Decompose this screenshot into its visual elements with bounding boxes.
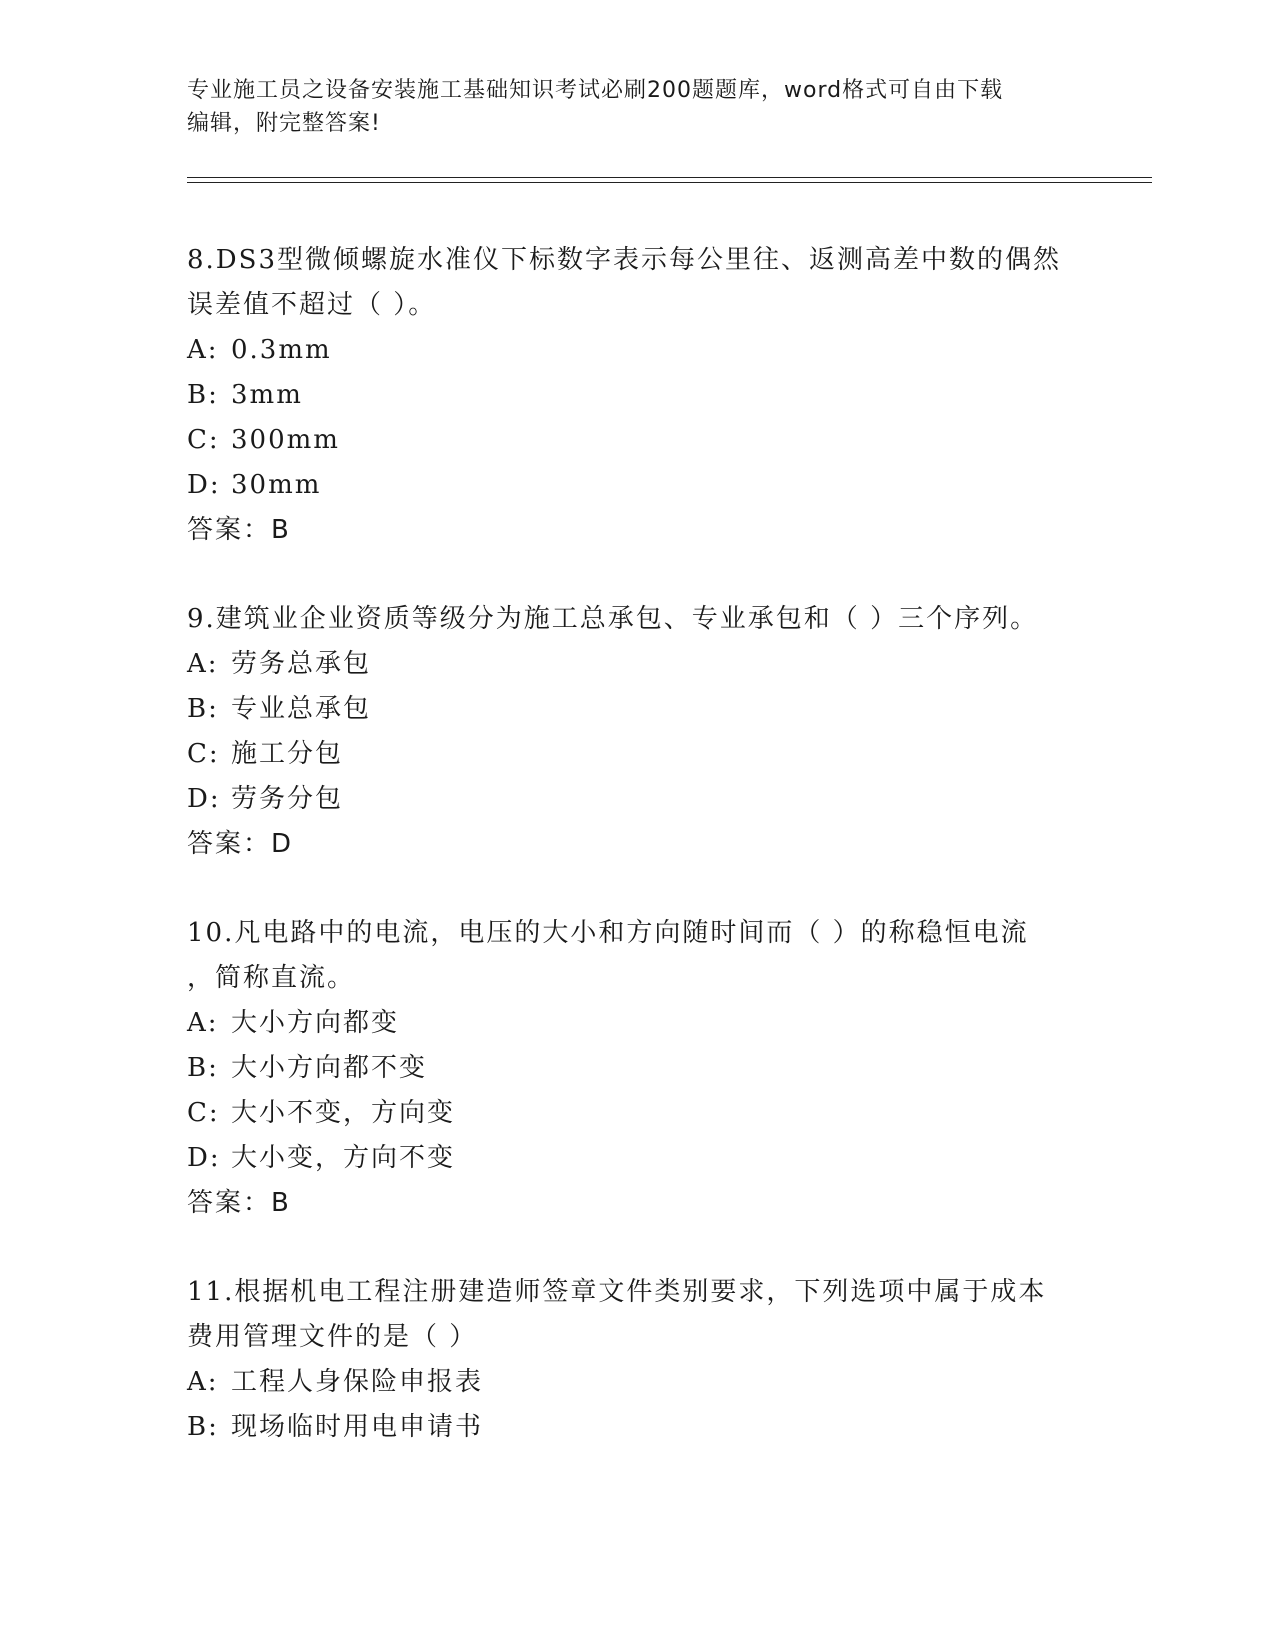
option-text: 0.3mm — [231, 335, 332, 365]
header-divider-top — [187, 177, 1152, 178]
question-item — [187, 597, 1107, 867]
option-label: B: — [187, 694, 219, 724]
option-label: A: — [187, 1008, 219, 1038]
answer-text: 答案：B — [187, 1188, 291, 1218]
option-b — [187, 1046, 1107, 1091]
question-item — [187, 238, 1107, 553]
option-label: D: — [187, 1143, 221, 1173]
answer-text: 答案：D — [187, 829, 294, 859]
option-text: 30mm — [231, 470, 322, 500]
option-label: D: — [187, 470, 221, 500]
option-text: 大小方向都变 — [231, 1008, 400, 1038]
option-a — [187, 1360, 1107, 1405]
option-label: D: — [187, 784, 221, 814]
option-label: C: — [187, 739, 220, 769]
option-label: B: — [187, 1053, 219, 1083]
question-text-line-1: 8.DS3型微倾螺旋水准仪下标数字表示每公里往、返测高差中数的偶然 — [187, 245, 1062, 275]
option-text: 3mm — [231, 380, 303, 410]
option-text: 大小不变，方向变 — [231, 1098, 456, 1128]
option-text: 施工分包 — [231, 739, 344, 769]
question-text-line-1: 9.建筑业企业资质等级分为施工总承包、专业承包和（ ）三个序列。 — [187, 604, 1039, 634]
question-text-line-2: ，简称直流。 — [187, 963, 356, 993]
option-label: A: — [187, 1367, 219, 1397]
question-item — [187, 911, 1107, 1226]
option-label: B: — [187, 1412, 219, 1442]
option-d — [187, 1136, 1107, 1181]
question-item — [187, 1270, 1107, 1450]
option-c — [187, 418, 1107, 463]
question-text-line-2: 费用管理文件的是（ ） — [187, 1322, 478, 1352]
option-label: C: — [187, 425, 220, 455]
header-divider-bottom — [187, 182, 1152, 183]
option-text: 大小变，方向不变 — [231, 1143, 456, 1173]
option-text: 劳务分包 — [231, 784, 344, 814]
option-label: A: — [187, 335, 219, 365]
option-text: 工程人身保险申报表 — [231, 1367, 484, 1397]
option-d — [187, 777, 1107, 822]
option-label: C: — [187, 1098, 220, 1128]
option-a — [187, 642, 1107, 687]
option-d — [187, 463, 1107, 508]
question-list — [187, 238, 1107, 1494]
option-text: 劳务总承包 — [231, 649, 372, 679]
option-text: 专业总承包 — [231, 694, 372, 724]
option-label: A: — [187, 649, 219, 679]
header-title-line-1: 专业施工员之设备安装施工基础知识考试必刷200题题库，word格式可自由下载 — [187, 78, 1004, 103]
option-text: 现场临时用电申请书 — [231, 1412, 484, 1442]
option-label: B: — [187, 380, 219, 410]
question-text-line-1: 11.根据机电工程注册建造师签章文件类别要求，下列选项中属于成本 — [187, 1277, 1047, 1307]
option-c — [187, 732, 1107, 777]
option-a — [187, 1001, 1107, 1046]
option-b — [187, 1405, 1107, 1450]
header-title-line-2: 编辑，附完整答案! — [187, 111, 381, 136]
option-b — [187, 373, 1107, 418]
document-header — [187, 74, 1067, 140]
question-text-line-1: 10.凡电路中的电流，电压的大小和方向随时间而（ ）的称稳恒电流 — [187, 918, 1029, 948]
question-text-line-2: 误差值不超过（ ）。 — [187, 290, 437, 320]
answer-text: 答案：B — [187, 515, 291, 545]
option-text: 大小方向都不变 — [231, 1053, 428, 1083]
option-text: 300mm — [231, 425, 340, 455]
option-c — [187, 1091, 1107, 1136]
option-a — [187, 328, 1107, 373]
option-b — [187, 687, 1107, 732]
